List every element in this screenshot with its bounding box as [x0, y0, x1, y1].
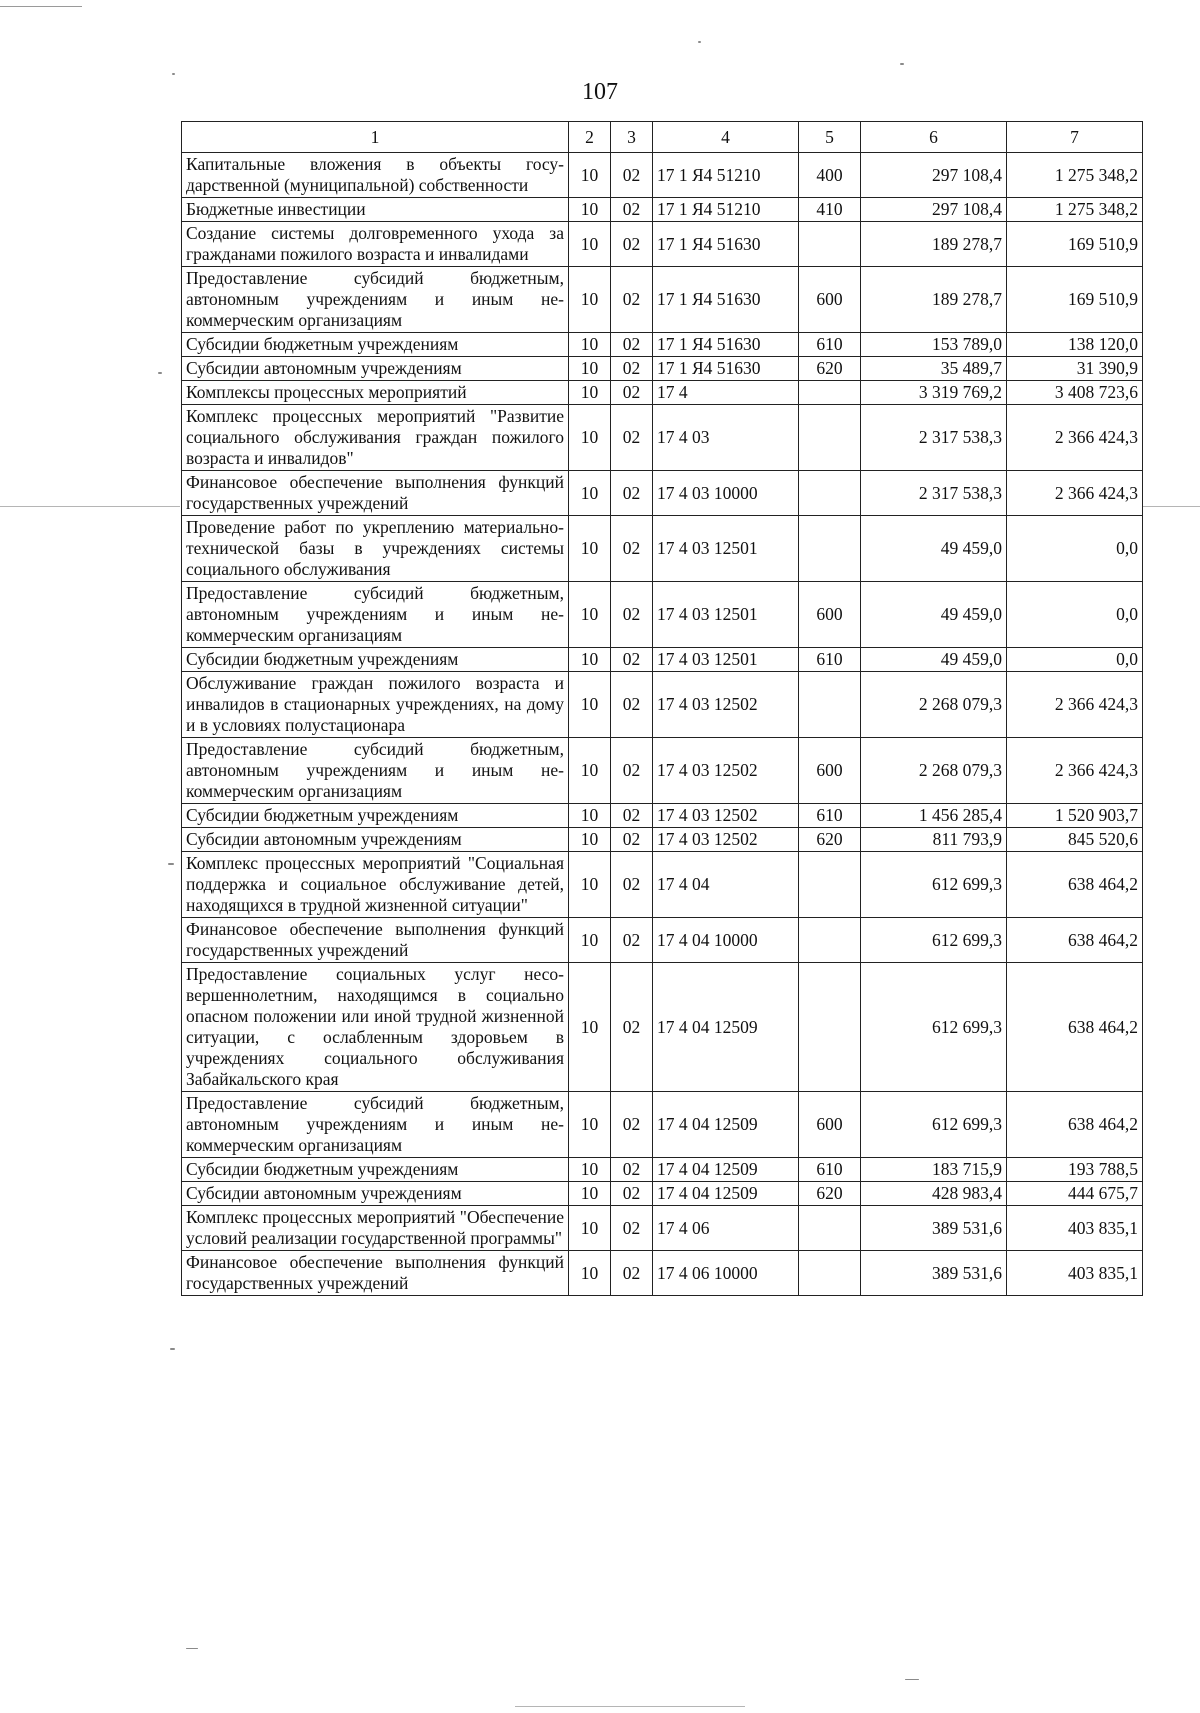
target-article-cell: 17 1 Я4 51630 [653, 222, 799, 267]
target-article-cell: 17 4 04 12509 [653, 1092, 799, 1158]
expense-type-cell: 600 [799, 1092, 861, 1158]
row-name-cell: Комплекс процессных мероприятий "Развитие социального обслуживания граждан пожилого возраста и инвалидов" [182, 405, 569, 471]
table-row [182, 1206, 1143, 1251]
target-article-cell: 17 4 03 12502 [653, 738, 799, 804]
amount-year-2-cell: 138 120,0 [1007, 333, 1143, 357]
table-row [182, 672, 1143, 738]
subsection-code-cell: 02 [611, 1206, 653, 1251]
subsection-code-cell: 02 [611, 582, 653, 648]
scan-line-right-margin [1143, 506, 1200, 507]
row-name-cell: Финансовое обеспечение выполнения функций государственных учреждений [182, 471, 569, 516]
section-code-cell: 10 [569, 804, 611, 828]
target-article-cell: 17 4 06 10000 [653, 1251, 799, 1296]
row-name-cell: Обслуживание граждан пожилого возраста и инвалидов в стационарных учреждениях, на дому и в условиях полустационара [182, 672, 569, 738]
expense-type-cell [799, 963, 861, 1092]
table-row [182, 963, 1143, 1092]
amount-year-1-cell: 389 531,6 [861, 1251, 1007, 1296]
section-code-cell: 10 [569, 381, 611, 405]
section-code-cell: 10 [569, 1182, 611, 1206]
amount-year-2-cell: 3 408 723,6 [1007, 381, 1143, 405]
scan-dot [172, 73, 175, 75]
section-code-cell: 10 [569, 357, 611, 381]
table-row [182, 405, 1143, 471]
table-row [182, 153, 1143, 198]
section-code-cell: 10 [569, 582, 611, 648]
section-code-cell: 10 [569, 1158, 611, 1182]
amount-year-1-cell: 428 983,4 [861, 1182, 1007, 1206]
scan-line-top-left [0, 6, 82, 7]
row-name-cell: Бюджетные инвестиции [182, 198, 569, 222]
target-article-cell: 17 4 03 12502 [653, 804, 799, 828]
expense-type-cell [799, 516, 861, 582]
subsection-code-cell: 02 [611, 471, 653, 516]
row-name-cell: Комплексы процессных мероприятий [182, 381, 569, 405]
scan-dot [905, 1679, 919, 1680]
expense-type-cell: 610 [799, 648, 861, 672]
expense-type-cell: 600 [799, 738, 861, 804]
amount-year-2-cell: 1 275 348,2 [1007, 198, 1143, 222]
target-article-cell: 17 4 04 [653, 852, 799, 918]
amount-year-1-cell: 389 531,6 [861, 1206, 1007, 1251]
target-article-cell: 17 1 Я4 51210 [653, 198, 799, 222]
subsection-code-cell: 02 [611, 1092, 653, 1158]
section-code-cell: 10 [569, 153, 611, 198]
expense-type-cell: 620 [799, 1182, 861, 1206]
amount-year-1-cell: 2 317 538,3 [861, 471, 1007, 516]
expense-type-cell [799, 918, 861, 963]
table-row [182, 267, 1143, 333]
subsection-code-cell: 02 [611, 1158, 653, 1182]
amount-year-1-cell: 811 793,9 [861, 828, 1007, 852]
amount-year-2-cell: 638 464,2 [1007, 963, 1143, 1092]
target-article-cell: 17 1 Я4 51630 [653, 267, 799, 333]
amount-year-2-cell: 2 366 424,3 [1007, 405, 1143, 471]
amount-year-1-cell: 189 278,7 [861, 267, 1007, 333]
subsection-code-cell: 02 [611, 672, 653, 738]
section-code-cell: 10 [569, 918, 611, 963]
scan-line-bottom [515, 1706, 745, 1707]
target-article-cell: 17 4 03 12501 [653, 582, 799, 648]
target-article-cell: 17 4 06 [653, 1206, 799, 1251]
amount-year-2-cell: 0,0 [1007, 516, 1143, 582]
section-code-cell: 10 [569, 648, 611, 672]
table-row [182, 333, 1143, 357]
expense-type-cell: 410 [799, 198, 861, 222]
amount-year-1-cell: 1 456 285,4 [861, 804, 1007, 828]
amount-year-2-cell: 1 520 903,7 [1007, 804, 1143, 828]
amount-year-1-cell: 612 699,3 [861, 963, 1007, 1092]
table-row [182, 1251, 1143, 1296]
row-name-cell: Субсидии автономным учреждениям [182, 357, 569, 381]
target-article-cell: 17 4 03 12502 [653, 672, 799, 738]
row-name-cell: Предоставление субсидий бюджетным, автономным учреждениям и иным некоммерческим организациям [182, 267, 569, 333]
subsection-code-cell: 02 [611, 198, 653, 222]
table-row [182, 198, 1143, 222]
amount-year-1-cell: 297 108,4 [861, 198, 1007, 222]
table-row [182, 852, 1143, 918]
amount-year-1-cell: 49 459,0 [861, 648, 1007, 672]
subsection-code-cell: 02 [611, 1251, 653, 1296]
scan-dot [168, 863, 174, 865]
expense-type-cell [799, 405, 861, 471]
expense-type-cell [799, 1251, 861, 1296]
target-article-cell: 17 4 03 12501 [653, 516, 799, 582]
row-name-cell: Создание системы долговременного ухода за гражданами пожилого возраста и инвалидами [182, 222, 569, 267]
table-body [182, 153, 1143, 1296]
target-article-cell: 17 4 03 12501 [653, 648, 799, 672]
scan-line-left-margin [0, 506, 180, 507]
header-row [182, 122, 1143, 153]
expense-type-cell: 610 [799, 804, 861, 828]
scan-dot [170, 1348, 175, 1350]
page-number: 107 [582, 79, 618, 105]
expense-type-cell: 600 [799, 267, 861, 333]
header-col-1: 1 [182, 122, 569, 153]
header-col-5: 5 [799, 122, 861, 153]
expense-type-cell: 400 [799, 153, 861, 198]
amount-year-1-cell: 153 789,0 [861, 333, 1007, 357]
subsection-code-cell: 02 [611, 738, 653, 804]
target-article-cell: 17 1 Я4 51210 [653, 153, 799, 198]
amount-year-1-cell: 183 715,9 [861, 1158, 1007, 1182]
section-code-cell: 10 [569, 1251, 611, 1296]
expense-type-cell: 610 [799, 1158, 861, 1182]
subsection-code-cell: 02 [611, 153, 653, 198]
table-row [182, 582, 1143, 648]
amount-year-2-cell: 638 464,2 [1007, 1092, 1143, 1158]
subsection-code-cell: 02 [611, 357, 653, 381]
amount-year-2-cell: 31 390,9 [1007, 357, 1143, 381]
header-col-2: 2 [569, 122, 611, 153]
subsection-code-cell: 02 [611, 267, 653, 333]
amount-year-1-cell: 189 278,7 [861, 222, 1007, 267]
subsection-code-cell: 02 [611, 1182, 653, 1206]
amount-year-1-cell: 3 319 769,2 [861, 381, 1007, 405]
table-row [182, 1158, 1143, 1182]
table-row [182, 516, 1143, 582]
table-row [182, 918, 1143, 963]
expense-type-cell [799, 1206, 861, 1251]
target-article-cell: 17 1 Я4 51630 [653, 333, 799, 357]
table-row [182, 471, 1143, 516]
expense-type-cell: 610 [799, 333, 861, 357]
expense-type-cell [799, 381, 861, 405]
header-col-7: 7 [1007, 122, 1143, 153]
table-row [182, 804, 1143, 828]
row-name-cell: Комплекс процессных мероприятий "Социальная поддержка и социальное обслуживание детей, находящихся в трудной жизненной ситуации" [182, 852, 569, 918]
amount-year-1-cell: 297 108,4 [861, 153, 1007, 198]
scan-dot [158, 372, 162, 374]
amount-year-1-cell: 2 268 079,3 [861, 738, 1007, 804]
section-code-cell: 10 [569, 963, 611, 1092]
amount-year-1-cell: 2 268 079,3 [861, 672, 1007, 738]
amount-year-2-cell: 2 366 424,3 [1007, 471, 1143, 516]
row-name-cell: Предоставление субсидий бюджетным, автономным учреждениям и иным некоммерческим организациям [182, 738, 569, 804]
expense-type-cell [799, 672, 861, 738]
amount-year-2-cell: 638 464,2 [1007, 918, 1143, 963]
table-row [182, 828, 1143, 852]
table-row [182, 648, 1143, 672]
subsection-code-cell: 02 [611, 648, 653, 672]
amount-year-2-cell: 1 275 348,2 [1007, 153, 1143, 198]
target-article-cell: 17 4 03 10000 [653, 471, 799, 516]
row-name-cell: Финансовое обеспечение выполнения функций государственных учреждений [182, 918, 569, 963]
row-name-cell: Капитальные вложения в объекты государственной (муниципальной) собственности [182, 153, 569, 198]
subsection-code-cell: 02 [611, 852, 653, 918]
target-article-cell: 17 4 03 12502 [653, 828, 799, 852]
target-article-cell: 17 1 Я4 51630 [653, 357, 799, 381]
subsection-code-cell: 02 [611, 828, 653, 852]
subsection-code-cell: 02 [611, 804, 653, 828]
amount-year-2-cell: 169 510,9 [1007, 222, 1143, 267]
target-article-cell: 17 4 04 12509 [653, 1158, 799, 1182]
budget-table [181, 121, 1143, 1296]
table-row [182, 1182, 1143, 1206]
section-code-cell: 10 [569, 852, 611, 918]
header-col-6: 6 [861, 122, 1007, 153]
target-article-cell: 17 4 04 10000 [653, 918, 799, 963]
amount-year-2-cell: 638 464,2 [1007, 852, 1143, 918]
amount-year-2-cell: 403 835,1 [1007, 1206, 1143, 1251]
section-code-cell: 10 [569, 738, 611, 804]
target-article-cell: 17 4 03 [653, 405, 799, 471]
row-name-cell: Финансовое обеспечение выполнения функций государственных учреждений [182, 1251, 569, 1296]
row-name-cell: Субсидии бюджетным учреждениям [182, 804, 569, 828]
scan-dot [698, 41, 701, 43]
section-code-cell: 10 [569, 333, 611, 357]
amount-year-2-cell: 845 520,6 [1007, 828, 1143, 852]
section-code-cell: 10 [569, 828, 611, 852]
expense-type-cell: 600 [799, 582, 861, 648]
subsection-code-cell: 02 [611, 222, 653, 267]
amount-year-1-cell: 2 317 538,3 [861, 405, 1007, 471]
header-col-3: 3 [611, 122, 653, 153]
amount-year-1-cell: 612 699,3 [861, 918, 1007, 963]
expense-type-cell: 620 [799, 357, 861, 381]
row-name-cell: Предоставление субсидий бюджетным, автономным учреждениям и иным некоммерческим организациям [182, 1092, 569, 1158]
target-article-cell: 17 4 [653, 381, 799, 405]
expense-type-cell [799, 222, 861, 267]
section-code-cell: 10 [569, 198, 611, 222]
header-col-4: 4 [653, 122, 799, 153]
row-name-cell: Субсидии бюджетным учреждениям [182, 1158, 569, 1182]
amount-year-1-cell: 49 459,0 [861, 516, 1007, 582]
section-code-cell: 10 [569, 672, 611, 738]
row-name-cell: Предоставление субсидий бюджетным, автономным учреждениям и иным некоммерческим организациям [182, 582, 569, 648]
amount-year-2-cell: 0,0 [1007, 648, 1143, 672]
section-code-cell: 10 [569, 405, 611, 471]
row-name-cell: Субсидии бюджетным учреждениям [182, 648, 569, 672]
amount-year-2-cell: 2 366 424,3 [1007, 672, 1143, 738]
expense-type-cell: 620 [799, 828, 861, 852]
target-article-cell: 17 4 04 12509 [653, 963, 799, 1092]
amount-year-1-cell: 612 699,3 [861, 852, 1007, 918]
subsection-code-cell: 02 [611, 963, 653, 1092]
table-row [182, 222, 1143, 267]
table-row [182, 738, 1143, 804]
amount-year-2-cell: 169 510,9 [1007, 267, 1143, 333]
table-row [182, 381, 1143, 405]
amount-year-2-cell: 193 788,5 [1007, 1158, 1143, 1182]
expense-type-cell [799, 471, 861, 516]
amount-year-2-cell: 0,0 [1007, 582, 1143, 648]
subsection-code-cell: 02 [611, 918, 653, 963]
subsection-code-cell: 02 [611, 381, 653, 405]
section-code-cell: 10 [569, 222, 611, 267]
row-name-cell: Предоставление социальных услуг несовершеннолетним, находящимся в социально опасном положении или иной трудной жизненной ситуации, с ослабленным здоровьем в учреждениях социального обслуживания Забайкальского края [182, 963, 569, 1092]
target-article-cell: 17 4 04 12509 [653, 1182, 799, 1206]
section-code-cell: 10 [569, 267, 611, 333]
table-row [182, 357, 1143, 381]
section-code-cell: 10 [569, 1092, 611, 1158]
section-code-cell: 10 [569, 1206, 611, 1251]
subsection-code-cell: 02 [611, 516, 653, 582]
subsection-code-cell: 02 [611, 405, 653, 471]
amount-year-2-cell: 2 366 424,3 [1007, 738, 1143, 804]
subsection-code-cell: 02 [611, 333, 653, 357]
table-row [182, 1092, 1143, 1158]
amount-year-1-cell: 49 459,0 [861, 582, 1007, 648]
section-code-cell: 10 [569, 471, 611, 516]
scan-dot [900, 63, 904, 65]
row-name-cell: Комплекс процессных мероприятий "Обеспечение условий реализации государственной программы" [182, 1206, 569, 1251]
section-code-cell: 10 [569, 516, 611, 582]
table-header [182, 122, 1143, 153]
row-name-cell: Проведение работ по укреплению материально-технической базы в учреждениях системы социального обслуживания [182, 516, 569, 582]
row-name-cell: Субсидии автономным учреждениям [182, 828, 569, 852]
amount-year-2-cell: 444 675,7 [1007, 1182, 1143, 1206]
row-name-cell: Субсидии автономным учреждениям [182, 1182, 569, 1206]
amount-year-2-cell: 403 835,1 [1007, 1251, 1143, 1296]
amount-year-1-cell: 612 699,3 [861, 1092, 1007, 1158]
row-name-cell: Субсидии бюджетным учреждениям [182, 333, 569, 357]
scan-dot [186, 1648, 198, 1649]
amount-year-1-cell: 35 489,7 [861, 357, 1007, 381]
expense-type-cell [799, 852, 861, 918]
